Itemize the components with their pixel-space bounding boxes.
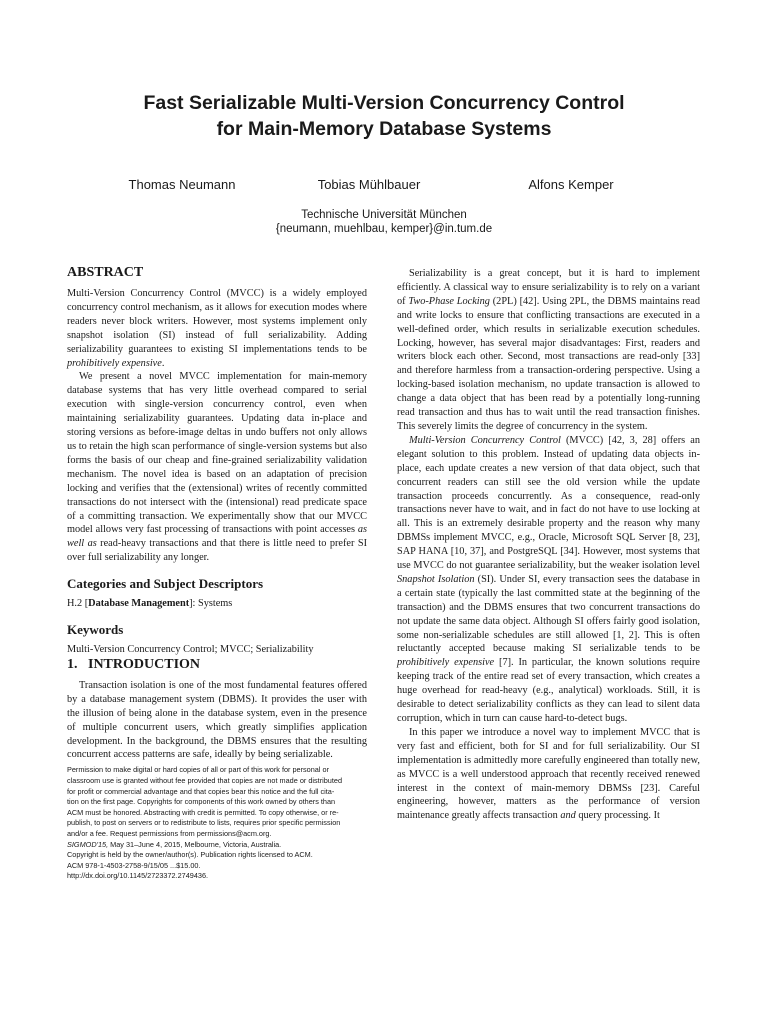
right-column (397, 267, 700, 823)
keywords-heading: Keywords (67, 622, 124, 638)
author-1: Thomas Neumann (128, 177, 236, 192)
doi-link[interactable]: http://dx.doi.org/10.1145/2723372.2749436. (67, 871, 209, 881)
affiliation-block (0, 208, 768, 236)
paper-title (0, 90, 768, 142)
abstract-paragraph-2: We present a novel MVCC implementation for main-memory database systems that has very little overhead compared to serial execution with single-version concurrency control, even when maintaining serializability guarantees. Updating data in-place and storing versions as before-image deltas in undo buffers not only allows us to retain the high scan performance of single-version systems but also forms the basis of our cheap and fine-grained serializability validation mechanism. The novel idea is based on an adaptation of precision locking and verifies that the (extensional) writes of recently committed transactions do not intersect with the (intensional) read predicate space of a committing transaction. We experimentally show that our MVCC model allows very fast processing of transactions with point accesses as well as read-heavy transactions and that there is little need to prefer SI over full serializability any longer. (67, 371, 367, 564)
author-3: Alfons Kemper (528, 177, 614, 192)
body-paragraph-3: In this paper we introduce a novel way to implement MVCC that is very fast and efficient, both for SI and for full serializability. Our SI implementation is admittedly more carefully engineered than totally new, as MVCC is a well understood approach that recently received renewed interest in the context of main-memory DBMSs [23]. Careful engineering, however, matters as the performance of version maintenance greatly affects transaction and query processing. It (397, 726, 700, 822)
conference-line: SIGMOD'15, May 31–June 4, 2015, Melbourne, Victoria, Australia. (67, 839, 282, 849)
title-line-2: for Main-Memory Database Systems (216, 118, 552, 140)
footnote-line: tion on the first page. Copyrights for components of this work owned by others than (67, 797, 336, 807)
author-list (0, 177, 768, 195)
abstract-heading: ABSTRACT (67, 265, 144, 280)
body-paragraph-1: Serializability is a great concept, but it is hard to implement efficiently. A classical way to ensure serializability is to rely on a variant of Two-Phase Locking (2PL) [42]. Using 2PL, the DBMS maintains read and write locks to ensure that conflicting transactions are executed in a well-defined order, which results in serializable execution schedules. Locking, however, has several major disadvantages: First, readers and writers block each other. Second, most transactions are read-only [33] and therefore harmless from a transaction-ordering perspective. Using a locking-based isolation mechanism, no update transaction is allowed to change a data object that has been read by a potentially long-running read transaction and thus has to wait until the read transaction finishes. This severely limits the degree of concurrency in the system. (397, 268, 700, 432)
affiliation: Technische Universität München (301, 209, 467, 221)
footnote-line: publish, to post on servers or to redistribute to lists, requires prior specific permission (67, 818, 341, 828)
body-paragraph-2: Multi-Version Concurrency Control (MVCC) [42, 3, 28] offers an elegant solution to this problem. Instead of updating data objects in-place, each update creates a new version of that data object, such that concurrent readers can still see the old version while the update transaction proceeds concurrently. As a consequence, read-only transactions never have to wait, and in fact do not have to use locking at all. This is an extremely desirable property and the reason why many DBMSs implement MVCC, e.g., Oracle, Microsoft SQL Server [8, 23], SAP HANA [10, 37], and PostgreSQL [34]. However, most systems that use MVCC do not guarantee serializability, but the weaker isolation level Snapshot Isolation (SI). Under SI, every transaction sees the database in a certain state (typically the last committed state at the beginning of the transaction) and the DBMS ensures that two concurrent transactions do not update the same data object. Although SI offers fairly good isolation, some non-serializable schedules are still allowed [1, 2]. This is often reluctantly accepted because making SI serializable tends to be prohibitively expensive [7]. In particular, the known solutions require keeping track of the entire read set of every transaction, which creates a huge overhead for read-heavy (e.g., analytical) workloads. Still, it is desirable to detect serializability conflicts as they can lead to silent data corruption, which in turn can cause hard-to-detect bugs. (397, 434, 701, 724)
author-2: Tobias Mühlbauer (317, 177, 421, 192)
footnote-line: and/or a fee. Request permissions from permissions@acm.org. (67, 828, 272, 838)
introduction-paragraph-1: Transaction isolation is one of the most fundamental features offered by a database management system (DBMS). It provides the user with the illusion of being alone in the database system, even in the presence of multiple concurrent users, which greatly simplifies application development. In the background, the DBMS ensures that the resulting concurrent access patterns are safe, ideally by being serializable. (67, 679, 367, 761)
footnote-line: for profit or commercial advantage and that copies bear this notice and the full cita- (67, 786, 335, 796)
abstract-paragraph-1: Multi-Version Concurrency Control (MVCC) is a widely employed concurrency control mechanism, as it allows for execution modes where readers never block writers. However, most systems implement only snapshot isolation (SI) instead of full serializability. Adding serializability guarantees to existing SI implementations tends to be prohibitively expensive. (67, 288, 367, 369)
keywords-text: Multi-Version Concurrency Control; MVCC; Serializability (67, 644, 314, 656)
copyright-footnote (67, 765, 367, 882)
author-emails: {neumann, muehlbau, kemper}@in.tum.de (275, 223, 493, 235)
copyright-line: Copyright is held by the owner/author(s). Publication rights licensed to ACM. (67, 850, 313, 860)
footnote-line: ACM must be honored. Abstracting with credit is permitted. To copy otherwise, or re- (67, 807, 339, 817)
footnote-line: Permission to make digital or hard copies of all or part of this work for personal or (67, 765, 329, 775)
footnote-line: classroom use is granted without fee provided that copies are not made or distributed (67, 775, 343, 785)
title-line-1: Fast Serializable Multi-Version Concurrency Control (143, 92, 625, 114)
introduction-heading: 1. INTRODUCTION (67, 656, 201, 672)
isbn-line: ACM 978-1-4503-2758-9/15/05 ...$15.00. (67, 860, 201, 870)
left-column (67, 265, 367, 882)
categories-text: H.2 [Database Management]: Systems (67, 598, 233, 610)
categories-heading: Categories and Subject Descriptors (67, 576, 264, 592)
